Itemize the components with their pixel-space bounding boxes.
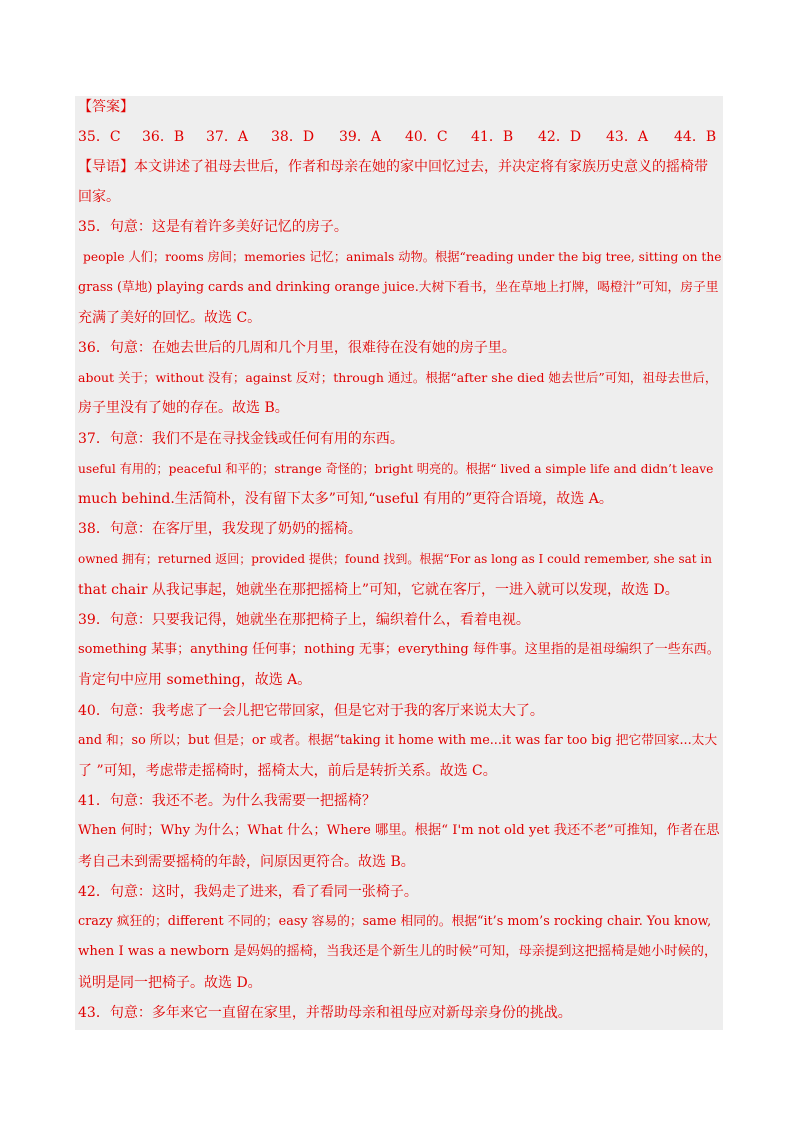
answer-41: 41．B bbox=[471, 129, 514, 145]
q42-explanation: crazy 疯狂的；different 不同的；easy 容易的；same 相同的。根据“it’s mom’s rocking chair. You know, bbox=[78, 914, 712, 929]
q42-explanation: 说明是同一把椅子。故选 D。 bbox=[78, 975, 262, 991]
q35-explanation: people 人们；rooms 房间；memories 记忆；animals 动物。根据“reading under the big tree, sitting on the bbox=[83, 250, 722, 264]
q41-explanation: 考自己未到需要摇椅的年龄，问原因更符合。故选 B。 bbox=[78, 854, 415, 870]
q39-translation: 39．句意：只要我记得，她就坐在那把椅子上，编织着什么，看着电视。 bbox=[78, 612, 530, 628]
intro-line: 【导语】本文讲述了祖母去世后，作者和母亲在她的家中回忆过去，并决定将有家族历史意义的摇椅带 bbox=[78, 159, 708, 175]
answer-44: 44．B bbox=[674, 129, 717, 145]
q36-explanation: 房子里没有了她的存在。故选 B。 bbox=[78, 400, 289, 416]
q41-translation: 41．句意：我还不老。为什么我需要一把摇椅？ bbox=[78, 793, 376, 809]
q40-explanation: and 和；so 所以；but 但是；or 或者。根据“taking it home with me...it was far too big 把它带回家...太大 bbox=[78, 733, 718, 748]
answer-42: 42．D bbox=[538, 129, 582, 145]
answer-header: 【答案】 bbox=[78, 99, 134, 115]
q42-explanation: when I was a newborn 是妈妈的摇椅，当我还是个新生儿的时候”可知，母亲提到这把摇椅是她小时候的， bbox=[78, 944, 718, 959]
q41-explanation: When 何时；Why 为什么；What 什么；Where 哪里。根据“ I'm not old yet 我还不老”可推知，作者在思 bbox=[78, 823, 720, 838]
answer-35: 35．C bbox=[78, 129, 121, 145]
intro-line: 回家。 bbox=[78, 189, 120, 205]
q40-explanation: 了 ”可知，考虑带走摇椅时，摇椅太大，前后是转折关系。故选 C。 bbox=[78, 763, 497, 779]
q37-translation: 37．句意：我们不是在寻找金钱或任何有用的东西。 bbox=[78, 431, 404, 447]
answer-40: 40．C bbox=[405, 129, 448, 145]
q38-explanation: owned 拥有；returned 返回；provided 提供；found 找到。根据“For as long as I could remember, she sat in bbox=[78, 552, 712, 566]
answer-38: 38．D bbox=[271, 129, 315, 145]
q36-explanation: about 关于；without 没有；against 反对；through 通过。根据“after she died 她去世后”可知，祖母去世后， bbox=[78, 370, 718, 385]
q35-explanation: grass (草地) playing cards and drinking orange juice.大树下看书，坐在草地上打牌，喝橙汁”可知，房子里 bbox=[78, 280, 719, 295]
q37-explanation: useful 有用的；peaceful 和平的；strange 奇怪的；bright 明亮的。根据“ lived a simple life and didn’t leave bbox=[78, 462, 714, 476]
q39-explanation: 肯定句中应用 something，故选 A。 bbox=[78, 672, 312, 688]
answer-key-row bbox=[78, 127, 718, 147]
q39-explanation: something 某事；anything 任何事；nothing 无事；everything 每件事。这里指的是祖母编织了一些东西。 bbox=[78, 642, 720, 657]
q42-translation: 42．句意：这时，我妈走了进来，看了看同一张椅子。 bbox=[78, 884, 418, 900]
q37-explanation: much behind.生活简朴，没有留下太多”可知,“useful 有用的”更符合语境，故选 A。 bbox=[78, 491, 613, 507]
q36-translation: 36．句意：在她去世后的几周和几个月里，很难待在没有她的房子里。 bbox=[78, 340, 516, 356]
answer-43: 43．A bbox=[606, 129, 648, 145]
q38-explanation: that chair 从我记事起，她就坐在那把摇椅上”可知，它就在客厅，一进入就可以发现，故选 D。 bbox=[78, 582, 679, 598]
answer-39: 39．A bbox=[339, 129, 381, 145]
q43-translation: 43．句意：多年来它一直留在家里，并帮助母亲和祖母应对新母亲身份的挑战。 bbox=[78, 1005, 572, 1021]
answer-36: 36．B bbox=[142, 129, 185, 145]
q35-explanation: 充满了美好的回忆。故选 C。 bbox=[78, 310, 262, 326]
q40-translation: 40．句意：我考虑了一会儿把它带回家，但是它对于我的客厅来说太大了。 bbox=[78, 703, 544, 719]
q38-translation: 38．句意：在客厅里，我发现了奶奶的摇椅。 bbox=[78, 521, 362, 537]
q35-translation: 35．句意：这是有着许多美好记忆的房子。 bbox=[78, 219, 348, 235]
answer-37: 37．A bbox=[206, 129, 248, 145]
